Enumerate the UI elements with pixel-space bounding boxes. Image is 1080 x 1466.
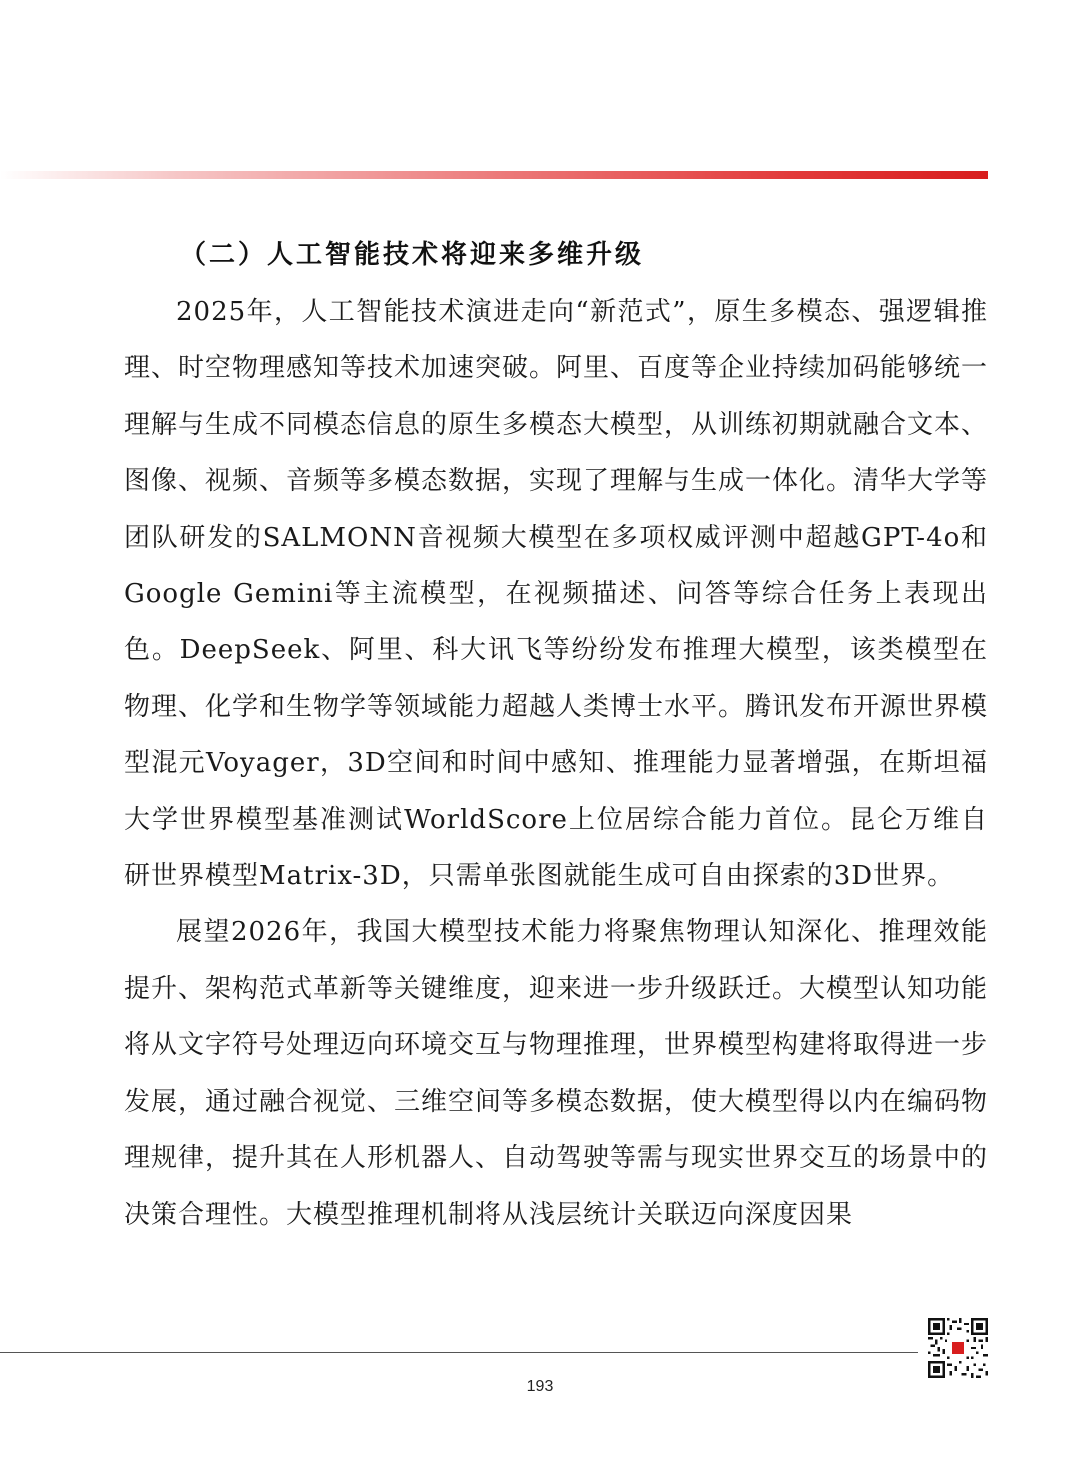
paragraph-2026-outlook: 展望2026年，我国大模型技术能力将聚焦物理认知深化、推理效能提升、架构范式革新等关键维度，迎来进一步升级跃迁。大模型认知功能将从文字符号处理迈向环境交互与物理推理，世界模型构建将取得进一步发展，通过融合视觉、三维空间等多模态数据，使大模型得以内在编码物理规律，提升其在人形机器人、自动驾驶等需与现实世界交互的场景中的决策合理性。大模型推理机制将从浅层统计关联迈向深度因果 [124, 917, 989, 1230]
qr-code-icon [928, 1318, 988, 1378]
top-red-rule [0, 171, 988, 179]
paragraph-2025: 2025年，人工智能技术演进走向“新范式”，原生多模态、强逻辑推理、时空物理感知等技术加速突破。阿里、百度等企业持续加码能够统一理解与生成不同模态信息的原生多模态大模型，从训练初期就融合文本、图像、视频、音频等多模态数据，实现了理解与生成一体化。清华大学等团队研发的SALMONN音视频大模型在多项权威评测中超越GPT-4o和Google Gemini等主流模型，在视频描述、问答等综合任务上表现出色。DeepSeek、阿里、科大讯飞等纷纷发布推理大模型，该类模型在物理、化学和生物学等领域能力超越人类博士水平。腾讯发布开源世界模型混元Voyager，3D空间和时间中感知、推理能力显著增强，在斯坦福大学世界模型基准测试WorldScore上位居综合能力首位。昆仑万维自研世界模型Matrix-3D，只需单张图就能生成可自由探索的3D世界。 [124, 297, 989, 892]
page-number: 193 [526, 1378, 554, 1395]
section-heading: （二）人工智能技术将迎来多维升级 [180, 240, 645, 270]
body-text [124, 284, 988, 1243]
footer-rule [0, 1352, 918, 1353]
